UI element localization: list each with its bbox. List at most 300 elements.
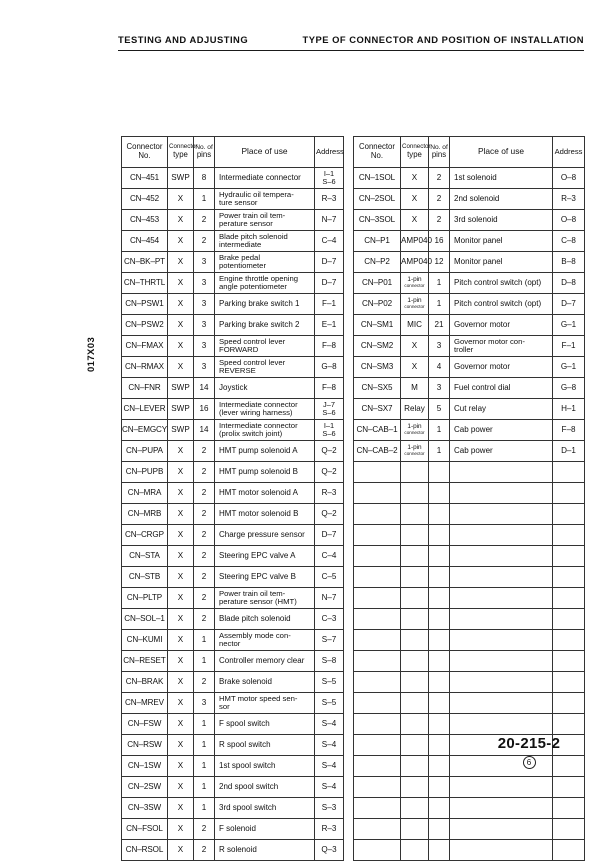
cell-connector-type: X [401,189,429,210]
cell-place-of-use: HMT motor speed sen- sor [215,693,315,714]
cell-place-of-use: HMT motor solenoid A [215,483,315,504]
cell-connector-no: CN–SX7 [354,399,401,420]
cell-connector-no: CN–PLTP [122,588,168,609]
cell-connector-no: CN–3SOL [354,210,401,231]
table-row [354,357,585,378]
cell-connector-no: CN–451 [122,168,168,189]
cell-connector-no [354,546,401,567]
cell-address [315,168,344,189]
cell-no-of-pins: 3 [429,378,450,399]
cell-no-of-pins [429,609,450,630]
cell-connector-no: CN–FSW [122,714,168,735]
col-header-place-of-use: Place of use [450,137,553,168]
table-row [354,189,585,210]
cell-address: C–3 [315,609,344,630]
cell-no-of-pins: 14 [194,378,215,399]
address-line: S–6 [322,429,336,438]
cell-no-of-pins [429,588,450,609]
cell-connector-no: CN–2SW [122,777,168,798]
table-row-empty [354,777,585,798]
cell-connector-no: CN–BK–PT [122,252,168,273]
cell-connector-no [354,567,401,588]
cell-connector-type: X [168,315,194,336]
cell-address: Q–2 [315,462,344,483]
cell-address: F–1 [553,336,585,357]
cell-place-of-use: Steering EPC valve A [215,546,315,567]
cell-no-of-pins: 2 [194,609,215,630]
cell-address: C–5 [315,567,344,588]
cell-connector-type [401,294,429,315]
address-line: S–6 [322,177,336,186]
cell-address [315,420,344,441]
cell-connector-type [401,777,429,798]
cell-connector-type: X [168,777,194,798]
cell-place-of-use: Governor motor con- troller [450,336,553,357]
table-row [122,630,344,651]
cell-place-of-use: 3rd spool switch [215,798,315,819]
cell-place-of-use: F spool switch [215,714,315,735]
cell-no-of-pins [429,504,450,525]
connector-type-line2: connector [404,429,425,435]
cell-connector-type: X [168,231,194,252]
table-row [122,588,344,609]
cell-connector-type: X [401,336,429,357]
cell-connector-no: CN–SX5 [354,378,401,399]
cell-connector-type: X [168,294,194,315]
cell-connector-no: CN–MRB [122,504,168,525]
connector-type-line1: 1-pin [407,276,422,284]
col-header-connector-type [168,137,198,168]
cell-place-of-use: R solenoid [215,840,315,861]
cell-no-of-pins: 3 [194,693,215,714]
cell-no-of-pins: 2 [194,588,215,609]
cell-no-of-pins: 1 [194,777,215,798]
cell-connector-no: CN–1SW [122,756,168,777]
cell-connector-no: CN–CRGP [122,525,168,546]
cell-no-of-pins: 2 [194,840,215,861]
cell-place-of-use: HMT motor solenoid B [215,504,315,525]
cell-address: S–5 [315,693,344,714]
cell-place-of-use [450,672,553,693]
cell-no-of-pins [429,567,450,588]
cell-no-of-pins: 3 [194,357,215,378]
table-row-empty [354,693,585,714]
cell-connector-no: CN–LEVER [122,399,168,420]
cell-address: D–7 [553,294,585,315]
table-row [122,840,344,861]
cell-connector-type: X [168,756,194,777]
cell-place-of-use: Hydraulic oil tempera- ture sensor [215,189,315,210]
connector-type-line1: 1-pin [407,423,422,431]
cell-no-of-pins [429,798,450,819]
col-header-place-of-use: Place of use [215,137,315,168]
cell-address: S–5 [315,672,344,693]
table-row [122,294,344,315]
cell-connector-no: CN–PSW1 [122,294,168,315]
table-row [354,336,585,357]
cell-connector-type: X [168,693,194,714]
cell-connector-type [401,546,429,567]
cell-no-of-pins: 2 [429,210,450,231]
table-row [354,441,585,462]
cell-no-of-pins: 1 [194,714,215,735]
cell-place-of-use [450,714,553,735]
connector-type-line2: connector [404,450,425,456]
cell-address: F–8 [315,378,344,399]
cell-address [553,462,585,483]
cell-connector-no [354,651,401,672]
cell-address: R–3 [315,189,344,210]
cell-connector-no: CN–RSOL [122,840,168,861]
cell-no-of-pins: 3 [429,336,450,357]
cell-no-of-pins [429,735,450,756]
cell-no-of-pins: 1 [429,441,450,462]
col-header-connector-type [401,137,429,168]
table-row [354,210,585,231]
cell-place-of-use: Monitor panel [450,252,553,273]
cell-no-of-pins: 2 [194,462,215,483]
cell-address: S–4 [315,714,344,735]
col-header-no-of-pins-line2: pins [196,150,212,160]
cell-no-of-pins: 1 [429,294,450,315]
cell-address: O–8 [553,168,585,189]
col-header-no-of-pins-line1: No. of [430,143,448,151]
cell-address: D–7 [315,252,344,273]
table-row [122,714,344,735]
cell-address: G–1 [553,357,585,378]
table-left-body [122,168,344,861]
cell-no-of-pins [429,756,450,777]
cell-connector-type [401,630,429,651]
cell-no-of-pins: 2 [194,672,215,693]
cell-connector-type: X [168,525,194,546]
cell-no-of-pins: 1 [194,798,215,819]
table-row [122,336,344,357]
cell-place-of-use: HMT pump solenoid B [215,462,315,483]
cell-no-of-pins [429,714,450,735]
cell-address: F–1 [315,294,344,315]
cell-connector-type [401,756,429,777]
cell-address [553,483,585,504]
cell-no-of-pins [429,819,450,840]
cell-no-of-pins [429,483,450,504]
cell-place-of-use: Blade pitch solenoid intermediate [215,231,315,252]
table-row [122,693,344,714]
cell-no-of-pins: 16 [194,399,215,420]
cell-place-of-use: Power train oil tem- perature sensor [215,210,315,231]
cell-place-of-use: Engine throttle opening angle potentiometer [215,273,315,294]
cell-connector-no: CN–P2 [354,252,401,273]
cell-connector-type [401,651,429,672]
cell-connector-type: SWP [168,420,194,441]
table-row-empty [354,840,585,861]
cell-no-of-pins: 4 [429,357,450,378]
table-row-empty [354,504,585,525]
table-row-empty [354,630,585,651]
cell-connector-type [401,693,429,714]
cell-address [553,588,585,609]
cell-no-of-pins: 2 [194,441,215,462]
cell-place-of-use [450,609,553,630]
cell-connector-no: CN–FSOL [122,819,168,840]
cell-no-of-pins: 3 [194,336,215,357]
cell-connector-no: CN–KUMI [122,630,168,651]
cell-no-of-pins: 2 [194,231,215,252]
cell-no-of-pins [429,651,450,672]
cell-address: D–7 [315,525,344,546]
cell-connector-type [401,735,429,756]
table-row [122,777,344,798]
table-row [122,525,344,546]
table-row [122,798,344,819]
table-row [122,189,344,210]
cell-connector-no: CN–SM1 [354,315,401,336]
cell-place-of-use: F solenoid [215,819,315,840]
cell-place-of-use: Monitor panel [450,231,553,252]
cell-address: N–7 [315,588,344,609]
cell-address [553,693,585,714]
table-row [122,483,344,504]
address-line: S–6 [322,408,336,417]
table-row [122,420,344,441]
cell-connector-type: X [401,357,429,378]
table-row [354,399,585,420]
cell-address: S–4 [315,756,344,777]
cell-address: Q–2 [315,441,344,462]
cell-address: O–8 [553,210,585,231]
cell-address: C–4 [315,231,344,252]
table-row-empty [354,609,585,630]
table-row [354,273,585,294]
cell-address [315,399,344,420]
address-line: I–1 [323,421,335,431]
cell-connector-no [354,483,401,504]
table-row [122,504,344,525]
cell-place-of-use [450,483,553,504]
cell-connector-no: CN–RESET [122,651,168,672]
cell-connector-type: MIC [401,315,429,336]
cell-place-of-use: Parking brake switch 2 [215,315,315,336]
cell-connector-type: X [168,441,194,462]
table-row [122,210,344,231]
cell-connector-type: X [168,483,194,504]
cell-address: F–8 [315,336,344,357]
cell-address [553,567,585,588]
col-header-connector-no-line2: No. [138,151,151,160]
cell-connector-type: M [401,378,429,399]
cell-connector-no [354,630,401,651]
cell-connector-type: X [168,357,194,378]
col-header-no-of-pins [194,137,215,168]
table-row [122,441,344,462]
table-row [122,735,344,756]
cell-no-of-pins: 1 [194,189,215,210]
connector-type-line2: connector [404,282,425,288]
cell-place-of-use: Intermediate connector (prolix switch joint) [215,420,315,441]
cell-connector-no [354,462,401,483]
cell-no-of-pins: 2 [429,168,450,189]
cell-address [553,819,585,840]
cell-no-of-pins: 2 [194,483,215,504]
cell-no-of-pins: 2 [194,546,215,567]
cell-place-of-use: Pitch control switch (opt) [450,273,553,294]
cell-place-of-use: Pitch control switch (opt) [450,294,553,315]
table-row [122,399,344,420]
cell-address: S–7 [315,630,344,651]
cell-connector-no: CN–SOL–1 [122,609,168,630]
cell-connector-type: X [168,567,194,588]
cell-connector-type [401,588,429,609]
cell-no-of-pins [429,693,450,714]
cell-connector-type: X [168,651,194,672]
cell-no-of-pins: 5 [429,399,450,420]
cell-connector-type [401,672,429,693]
cell-connector-type: SWP [168,378,194,399]
cell-address: G–1 [553,315,585,336]
cell-no-of-pins: 3 [194,294,215,315]
cell-connector-no [354,588,401,609]
cell-connector-no: CN–CAB–2 [354,441,401,462]
cell-connector-type: X [168,189,194,210]
cell-address: G–8 [315,357,344,378]
cell-place-of-use: Joystick [215,378,315,399]
cell-address: D–1 [553,441,585,462]
cell-connector-no: CN–2SOL [354,189,401,210]
cell-no-of-pins: 16 [429,231,450,252]
cell-address: G–8 [553,378,585,399]
header-rule [118,50,584,51]
cell-no-of-pins: 1 [194,651,215,672]
cell-place-of-use: Assembly mode con- nector [215,630,315,651]
cell-connector-no: CN–454 [122,231,168,252]
cell-no-of-pins: 3 [194,252,215,273]
table-row [122,252,344,273]
connector-table-left [121,136,344,861]
page-number: 20-215-2 [497,735,561,752]
cell-connector-no [354,798,401,819]
cell-connector-no: CN–RMAX [122,357,168,378]
cell-connector-type: Relay [401,399,429,420]
cell-no-of-pins: 1 [194,756,215,777]
table-row [122,168,344,189]
cell-connector-type [401,483,429,504]
cell-connector-type [401,840,429,861]
cell-connector-no [354,840,401,861]
table-row [122,819,344,840]
table-row-empty [354,672,585,693]
cell-connector-no: CN–CAB–1 [354,420,401,441]
cell-connector-type [401,714,429,735]
cell-place-of-use: Brake pedal potentiometer [215,252,315,273]
cell-address: R–3 [315,483,344,504]
cell-connector-type: X [168,714,194,735]
cell-no-of-pins: 2 [194,210,215,231]
cell-address [553,504,585,525]
cell-connector-type: X [168,504,194,525]
cell-no-of-pins: 2 [194,567,215,588]
cell-connector-type [401,567,429,588]
cell-place-of-use: Brake solenoid [215,672,315,693]
header-title-left: TESTING AND ADJUSTING [118,34,249,45]
cell-address [553,630,585,651]
cell-connector-type: X [168,630,194,651]
cell-address: N–7 [315,210,344,231]
cell-address: C–4 [315,546,344,567]
cell-address [553,777,585,798]
cell-connector-type: X [168,840,194,861]
cell-place-of-use: 2nd solenoid [450,189,553,210]
cell-connector-type: X [168,252,194,273]
cell-address: B–8 [553,252,585,273]
cell-no-of-pins: 2 [194,504,215,525]
cell-address [553,609,585,630]
cell-place-of-use: Cab power [450,420,553,441]
table-row [122,651,344,672]
cell-connector-no: CN–P02 [354,294,401,315]
cell-address [553,546,585,567]
cell-connector-type: AMP040 [401,252,429,273]
cell-connector-type [401,273,429,294]
cell-place-of-use: Governor motor [450,357,553,378]
cell-place-of-use: Governor motor [450,315,553,336]
cell-place-of-use: Parking brake switch 1 [215,294,315,315]
cell-no-of-pins: 2 [194,525,215,546]
cell-no-of-pins: 21 [429,315,450,336]
table-row [122,378,344,399]
table-row [122,756,344,777]
page-footer [469,735,589,770]
cell-connector-no: CN–BRAK [122,672,168,693]
cell-connector-type: AMP040 [401,231,429,252]
table-header-row [122,137,344,168]
cell-place-of-use: HMT pump solenoid A [215,441,315,462]
col-header-address: Address [553,137,585,168]
cell-address: S–8 [315,651,344,672]
cell-address: D–8 [553,273,585,294]
cell-place-of-use: 1st solenoid [450,168,553,189]
cell-connector-no: CN–STB [122,567,168,588]
cell-place-of-use [450,504,553,525]
cell-place-of-use [450,525,553,546]
table-right-header [354,137,585,168]
table-row-empty [354,462,585,483]
table-row-empty [354,798,585,819]
table-row [354,420,585,441]
cell-connector-no: CN–MREV [122,693,168,714]
cell-no-of-pins [429,525,450,546]
cell-connector-type: X [168,609,194,630]
cell-no-of-pins: 2 [194,819,215,840]
cell-connector-type: X [168,462,194,483]
cell-connector-type: SWP [168,399,194,420]
cell-place-of-use: Fuel control dial [450,378,553,399]
cell-address: F–8 [553,420,585,441]
table-row-empty [354,483,585,504]
cell-place-of-use [450,777,553,798]
cell-connector-no: CN–3SW [122,798,168,819]
cell-connector-type [401,420,429,441]
cell-place-of-use [450,462,553,483]
cell-connector-no: CN–453 [122,210,168,231]
cell-no-of-pins: 1 [429,273,450,294]
col-header-connector-no [122,137,168,168]
cell-connector-no: CN–FNR [122,378,168,399]
cell-connector-type: X [401,210,429,231]
cell-connector-type [401,798,429,819]
cell-connector-type: SWP [168,168,194,189]
cell-connector-no [354,672,401,693]
cell-connector-no [354,693,401,714]
